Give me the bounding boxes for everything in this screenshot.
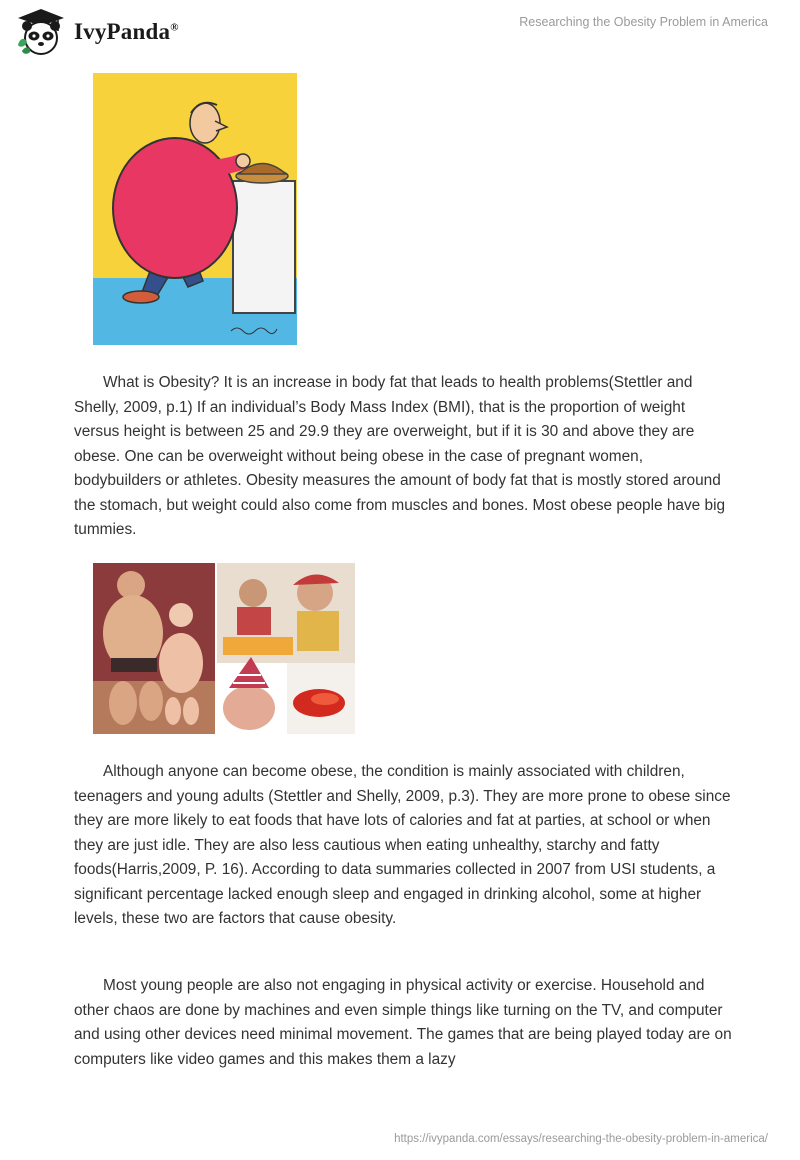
obese-man-cartoon-illustration (93, 73, 297, 345)
brand-name: IvyPanda® (74, 19, 179, 44)
paragraph-physical-activity: Most young people are also not engaging in physical activity or exercise. Household and other chaos are done by machines and even simple things like turning on the TV, and computer and using other devices need minimal movement. The games that are being played today are on computers like video games and this makes them a lazy (74, 977, 732, 1068)
ivypanda-logo[interactable] (14, 8, 179, 56)
source-url[interactable]: https://ivypanda.com/essays/researching-the-obesity-problem-in-america/ (394, 1133, 768, 1145)
page-header (0, 0, 800, 60)
paragraph-age-groups: Although anyone can become obese, the condition is mainly associated with children, teenagers and young adults (Stettler and Shelly, 2009, p.3). They are more prone to obese since they are more likely to eat foods that have lots of calories and fat at parties, at school or when they are just idle. They are also less cautious when eating unhealthy, starchy and fatty foods(Harris,2009, P. 16). According to data summaries collected in 2007 from USI students, a significant percentage lacked enough sleep and engaged in drinking alcohol, some at higher levels, these two are factors that cause obesity. (74, 763, 731, 927)
paragraph-what-is-obesity: What is Obesity? It is an increase in body fat that leads to health problems(Stettler and Shelly, 2009, p.1) If an individual’s Body Mass Index (BMI), that is the proportion of weight versus height is between 25 and 29.9 they are overweight, but if it is 30 and above they are obese. One can be overweight without being obese in the case of pregnant women, bodybuilders or athletes. Obesity measures the amount of body fat that is mostly stored around the stomach, but weight could also come from muscles and bones. Most obese people have big tummies. (74, 374, 726, 538)
obese-children-photo-collage (93, 563, 355, 734)
panda-graduate-icon (14, 7, 68, 57)
document-title: Researching the Obesity Problem in America (519, 15, 768, 29)
